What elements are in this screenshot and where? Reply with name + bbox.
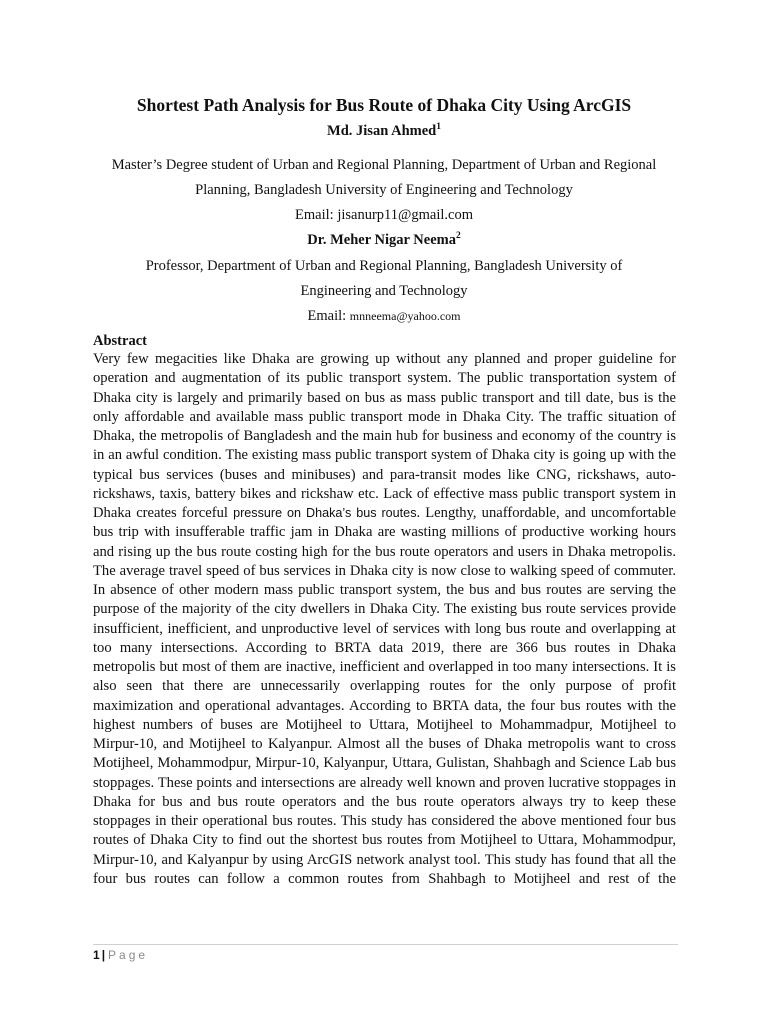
abstract-text-part-2: . Lengthy, unaffordable, and uncomfortable bus trip with insufferable traffic jam in Dhaka are wasting millions of productive working hours and rising up the bus route costing high for the bus route operators and users in Dhaka metropolis. The average travel speed of bus services in Dhaka city is now close to walking speed of commuter. In absence of other modern mass public transport system, the bus and bus routes are serving the purpose of the majority of the city dwellers in Dhaka City. The existing bus route services provide insufficient, inefficient, and unproductive level of services with long bus route and overlapping at too many intersections. According to BRTA data 2019, there are 366 bus routes in Dhaka metropolis but most of them are inactive, inefficient and overlapped in too many intersections. It is also seen that there are unnecessarily overlapping routes for the only purpose of profit maximization and operational advantages. According to BRTA data, the four bus routes with the highest numbers of buses are Motijheel to Uttara, Motijheel to Mohammadpur, Motijheel to Mirpur-10, and Motijheel to Kalyanpur. Almost all the buses of Dhaka metropolis want to cross Motijheel, Mohammodpur, Mirpur-10, Kalyanpur, Uttara, Gulistan, Shahbagh and Science Lab bus stoppages. These points and intersections are already well known and proven lucrative stoppages in Dhaka for bus and bus route operators and the bus route operators always try to keep these stoppages in their operational bus routes. This study has considered the above mentioned four bus routes of Dhaka City to find out the shortest bus routes from Motijheel to Uttara, Mohammodpur, Mirpur-10, and Kalyanpur by using ArcGIS network analyst tool. This study has found that all the four bus routes can follow a common routes from Shahbagh to Motijheel and rest of the xyxy=(93,505,676,887)
author-2-name-text: Dr. Meher Nigar Neema xyxy=(307,232,456,248)
author-1-superscript: 1 xyxy=(436,122,441,132)
footer-divider xyxy=(93,944,678,945)
author-2-email-address[interactable]: mnneema@yahoo.com xyxy=(349,309,461,323)
author-2-email-label: Email: xyxy=(307,308,350,324)
page-footer xyxy=(93,946,148,964)
author-2-superscript: 2 xyxy=(455,231,461,241)
author-2-name xyxy=(0,230,768,250)
author-1-affiliation-line-1: Master’s Degree student of Urban and Regional Planning, Department of Urban and Regional xyxy=(111,157,657,173)
page-label: Page xyxy=(108,948,149,962)
abstract-text-part-1: Very few megacities like Dhaka are growing up without any planned and proper guideline for operation and augmentation of its public transport system. The public transportation system of Dhaka city is largely and primarily based on bus as mass public transport and till date, bus is the only affordable and available mass public transport mode in Dhaka City. The traffic situation of Dhaka, the metropolis of Bangladesh and the main hub for business and economy of the country is in an awful condition. The existing mass public transport system of Dhaka city is going up with the typical bus services (buses and minibuses) and para-transit modes like CNG, rickshaws, auto-rickshaws, taxis, battery bikes and rickshaw etc. Lack of effective mass public transport system in Dhaka creates forceful xyxy=(93,351,676,521)
abstract-heading: Abstract xyxy=(93,333,147,349)
author-2-affiliation-line-1: Professor, Department of Urban and Regional Planning, Bangladesh University of xyxy=(145,258,623,274)
author-1-email xyxy=(0,205,768,225)
paper-title: Shortest Path Analysis for Bus Route of Dhaka City Using ArcGIS xyxy=(136,95,632,115)
author-1-name xyxy=(0,121,768,141)
footer-separator: | xyxy=(101,948,106,962)
author-1-name-text: Md. Jisan Ahmed xyxy=(327,123,437,139)
abstract-text-highlight: pressure on Dhaka’s bus routes xyxy=(233,506,417,520)
author-2-email xyxy=(0,306,768,326)
author-2-affiliation-line-2: Engineering and Technology xyxy=(300,283,468,299)
author-1-email-label: Email: xyxy=(295,207,338,223)
author-1-email-address[interactable]: jisanurp11@gmail.com xyxy=(337,207,473,223)
author-1-affiliation-line-2: Planning, Bangladesh University of Engineering and Technology xyxy=(195,182,573,198)
abstract-body xyxy=(93,350,676,889)
page-number: 1 xyxy=(93,948,100,962)
